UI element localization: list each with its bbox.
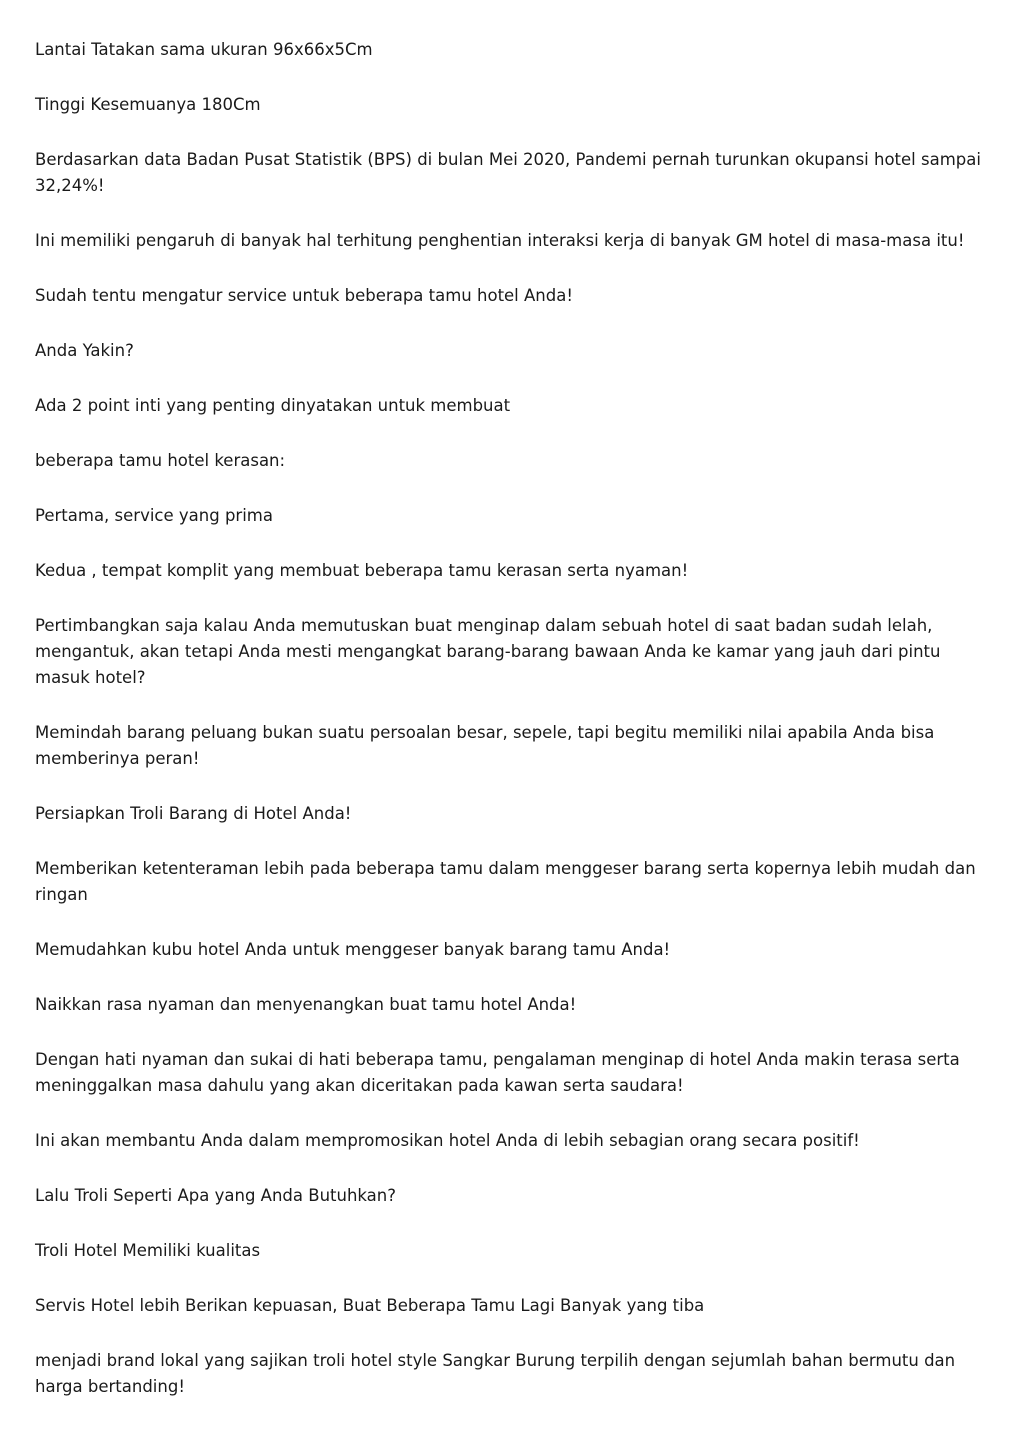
paragraph-impact: Ini memiliki pengaruh di banyak hal terhitung penghentian interaksi kerja di banyak GM hotel di masa-masa itu! [35,231,965,250]
paragraph-first-point: Pertama, service yang prima [35,506,273,525]
paragraph-question: Anda Yakin? [35,341,134,360]
paragraph-height: Tinggi Kesemuanya 180Cm [35,95,261,114]
paragraph-dimensions: Lantai Tatakan sama ukuran 96x66x5Cm [35,40,373,59]
paragraph-bps-data: Berdasarkan data Badan Pusat Statistik (BPS) di bulan Mei 2020, Pandemi pernah turunkan okupansi hotel sampai 32,24%! [35,150,981,195]
paragraph-moving-goods: Memindah barang peluang bukan suatu persoalan besar, sepele, tapi begitu memiliki nilai apabila Anda bisa memberinya peran! [35,723,935,768]
paragraph-local-brand: menjadi brand lokal yang sajikan troli hotel style Sangkar Burung terpilih dengan sejumlah bahan bermutu dan harga bertanding! [35,1351,956,1396]
paragraph-service: Sudah tentu mengatur service untuk beberapa tamu hotel Anda! [35,286,573,305]
paragraph-satisfaction: Servis Hotel lebih Berikan kepuasan, Buat Beberapa Tamu Lagi Banyak yang tiba [35,1296,705,1315]
paragraph-guests: beberapa tamu hotel kerasan: [35,451,286,470]
paragraph-promotion: Ini akan membantu Anda dalam mempromosikan hotel Anda di lebih sebagian orang secara positif! [35,1131,860,1150]
paragraph-consider: Pertimbangkan saja kalau Anda memutuskan buat menginap dalam sebuah hotel di saat badan sudah lelah, mengantuk, akan tetapi Anda mesti mengangkat barang-barang bawaan Anda ke kamar yang jauh dari pintu masuk hotel? [35,616,941,687]
paragraph-second-point: Kedua , tempat komplit yang membuat beberapa tamu kerasan serta nyaman! [35,561,689,580]
paragraph-two-points: Ada 2 point inti yang penting dinyatakan untuk membuat [35,396,511,415]
paragraph-prepare-trolley: Persiapkan Troli Barang di Hotel Anda! [35,804,352,823]
paragraph-quality: Troli Hotel Memiliki kualitas [35,1241,261,1260]
paragraph-comfort: Memberikan ketenteraman lebih pada beberapa tamu dalam menggeser barang serta kopernya lebih mudah dan ringan [35,859,976,904]
document-body [35,37,990,1429]
paragraph-which-trolley: Lalu Troli Seperti Apa yang Anda Butuhkan? [35,1186,397,1205]
paragraph-experience: Dengan hati nyaman dan sukai di hati beberapa tamu, pengalaman menginap di hotel Anda makin terasa serta meninggalkan masa dahulu yang akan diceritakan pada kawan serta saudara! [35,1050,960,1095]
paragraph-ease: Memudahkan kubu hotel Anda untuk menggeser banyak barang tamu Anda! [35,940,671,959]
paragraph-pleasant: Naikkan rasa nyaman dan menyenangkan buat tamu hotel Anda! [35,995,577,1014]
